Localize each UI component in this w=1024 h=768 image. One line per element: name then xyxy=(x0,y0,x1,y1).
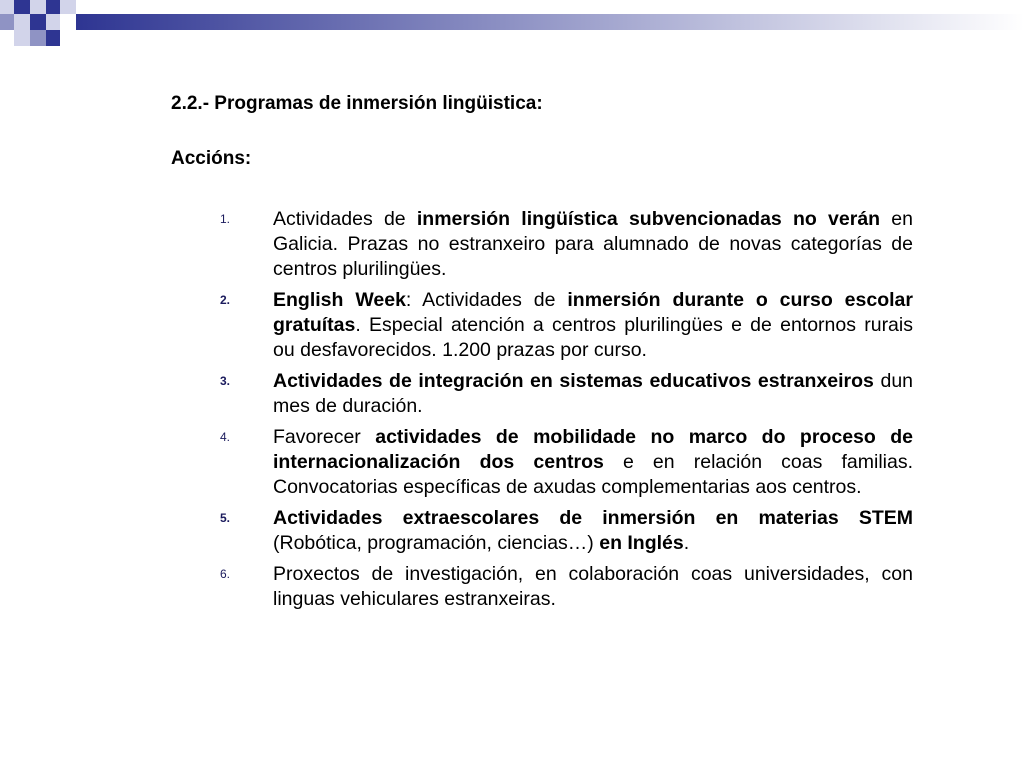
list-item xyxy=(0,369,1024,419)
emphasized-text: Actividades de integración en sistemas educativos estranxeiros xyxy=(273,370,874,392)
emphasized-text: inmersión durante o curso escolar gratuítas xyxy=(273,289,913,336)
emphasized-text: en Inglés xyxy=(599,532,684,554)
list-item-text xyxy=(273,288,913,363)
emphasized-text: Actividades extraescolares de inmersión en materias STEM xyxy=(273,507,913,529)
list-item-number: 5. xyxy=(220,511,231,525)
list-item xyxy=(0,506,1024,556)
list-item-number: 3. xyxy=(220,374,231,388)
emphasized-text: inmersión lingüística subvencionadas no verán xyxy=(416,208,881,230)
action-list xyxy=(0,207,1024,618)
list-item xyxy=(0,288,1024,363)
list-item-text xyxy=(273,506,913,556)
list-item xyxy=(0,207,1024,282)
list-item-text xyxy=(273,562,913,612)
body-text: (Robótica, programación, ciencias…) xyxy=(273,532,600,554)
list-item xyxy=(0,425,1024,500)
body-text: . Especial atención a centros plurilingües e de entornos rurais ou desfavorecidos. 1.200 prazas por curso. xyxy=(273,314,913,361)
list-item-text xyxy=(273,369,913,419)
list-item-number: 6. xyxy=(220,567,231,581)
body-text: en Galicia. Prazas no estranxeiro para alumnado de novas categorías de centros plurilingües. xyxy=(273,208,913,280)
list-item-number: 2. xyxy=(220,293,231,307)
list-item-text xyxy=(273,425,913,500)
body-text: Favorecer xyxy=(273,426,376,448)
list-item xyxy=(0,562,1024,612)
emphasized-text: actividades de mobilidade no marco do proceso de internacionalización dos centros xyxy=(273,426,913,473)
list-item-text xyxy=(273,207,913,282)
emphasized-text: English Week xyxy=(273,289,406,311)
list-item-number: 4. xyxy=(220,430,231,444)
body-text: e en relación coas familias. Convocatorias específicas de axudas complementarias aos centros. xyxy=(273,451,913,498)
body-text: dun mes de duración. xyxy=(273,370,914,417)
body-text: . xyxy=(683,532,690,554)
body-text: Proxectos de investigación, en colaboración coas universidades, con linguas vehiculares estranxeiras. xyxy=(273,563,913,610)
body-text: : Actividades de xyxy=(405,289,568,311)
page-title: 2.2.- Programas de inmersión lingüistica: xyxy=(171,93,543,114)
section-subtitle: Accións: xyxy=(171,148,252,169)
body-text: Actividades de xyxy=(273,208,417,230)
list-item-number: 1. xyxy=(220,212,231,226)
